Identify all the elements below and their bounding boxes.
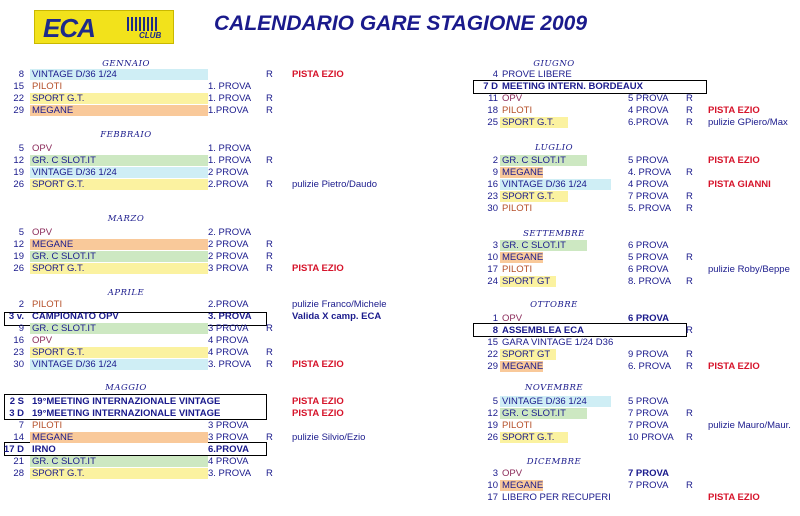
month-heading-dicembre: DICEMBRE bbox=[526, 457, 582, 467]
cell-r-mark: R bbox=[686, 325, 693, 336]
cell-round: 2 PROVA bbox=[208, 239, 249, 250]
cell-date: 17 bbox=[487, 492, 498, 503]
cell-note: PISTA EZIO bbox=[292, 359, 344, 370]
cell-race: MEGANE bbox=[502, 167, 544, 178]
cell-r-mark: R bbox=[266, 468, 273, 479]
cell-date: 4 bbox=[492, 69, 498, 80]
cell-date: 28 bbox=[13, 468, 24, 479]
cell-date: 19 bbox=[487, 420, 498, 431]
cell-race: MEGANE bbox=[502, 252, 544, 263]
cell-date: 12 bbox=[13, 155, 24, 166]
month-heading-gennaio: GENNAIO bbox=[102, 59, 150, 69]
cell-round: 2 PROVA bbox=[208, 251, 249, 262]
cell-race: GR. C SLOT.IT bbox=[500, 240, 587, 251]
cell-note: PISTA EZIO bbox=[708, 105, 760, 116]
cell-date: 7 D bbox=[483, 81, 498, 92]
month-heading-ottobre: OTTOBRE bbox=[530, 300, 578, 310]
cell-race: OPV bbox=[502, 313, 523, 324]
cell-race: OPV bbox=[32, 143, 53, 154]
cell-race: SPORT GT bbox=[500, 349, 556, 360]
cell-round: 5 PROVA bbox=[628, 396, 669, 407]
cell-race: OPV bbox=[32, 335, 53, 346]
cell-r-mark: R bbox=[266, 155, 273, 166]
cell-round: 2 PROVA bbox=[208, 167, 249, 178]
cell-round: 3 PROVA bbox=[208, 420, 249, 431]
cell-note: PISTA EZIO bbox=[708, 361, 760, 372]
cell-note: pulizie GPiero/Max bbox=[708, 117, 788, 128]
logo-subtext: CLUB bbox=[139, 31, 162, 40]
cell-race: MEGANE bbox=[502, 361, 544, 372]
cell-round: 3. PROVA bbox=[208, 311, 252, 322]
cell-race: SPORT G.T. bbox=[500, 191, 568, 202]
cell-date: 10 bbox=[487, 252, 498, 263]
cell-note: PISTA EZIO bbox=[708, 492, 760, 503]
cell-race: PILOTI bbox=[32, 299, 63, 310]
cell-note: PISTA EZIO bbox=[292, 408, 344, 419]
cell-date: 12 bbox=[13, 239, 24, 250]
cell-date: 22 bbox=[13, 93, 24, 104]
cell-round: 7 PROVA bbox=[628, 480, 669, 491]
cell-race: MEGANE bbox=[30, 105, 208, 116]
cell-date: 8 bbox=[492, 325, 498, 336]
month-heading-settembre: SETTEMBRE bbox=[523, 229, 585, 239]
cell-race: SPORT GT bbox=[500, 276, 556, 287]
cell-r-mark: R bbox=[686, 276, 693, 287]
cell-race: PILOTI bbox=[502, 264, 533, 275]
cell-round: 8. PROVA bbox=[628, 276, 672, 287]
cell-race: VINTAGE D/36 1/24 bbox=[30, 359, 208, 370]
cell-race: SPORT G.T. bbox=[30, 263, 208, 274]
cell-race: GR. C SLOT.IT bbox=[30, 155, 208, 166]
cell-race: MEETING INTERN. BORDEAUX bbox=[502, 81, 643, 92]
cell-round: 5 PROVA bbox=[628, 93, 669, 104]
cell-date: 3 v. bbox=[8, 311, 24, 322]
cell-round: 6.PROVA bbox=[208, 444, 250, 455]
cell-date: 25 bbox=[487, 117, 498, 128]
cell-date: 23 bbox=[487, 191, 498, 202]
cell-r-mark: R bbox=[686, 93, 693, 104]
cell-r-mark: R bbox=[686, 105, 693, 116]
cell-round: 3 PROVA bbox=[208, 432, 249, 443]
cell-r-mark: R bbox=[686, 408, 693, 419]
cell-r-mark: R bbox=[266, 105, 273, 116]
cell-date: 19 bbox=[13, 167, 24, 178]
cell-date: 7 bbox=[18, 420, 24, 431]
cell-round: 6.PROVA bbox=[628, 117, 669, 128]
cell-round: 4 PROVA bbox=[208, 347, 249, 358]
cell-date: 9 bbox=[18, 323, 24, 334]
cell-date: 3 D bbox=[9, 408, 24, 419]
cell-date: 15 bbox=[487, 337, 498, 348]
cell-date: 16 bbox=[13, 335, 24, 346]
cell-round: 1. PROVA bbox=[208, 143, 252, 154]
cell-race: GR. C SLOT.IT bbox=[30, 251, 208, 262]
cell-race: ASSEMBLEA ECA bbox=[502, 325, 584, 336]
cell-race: PILOTI bbox=[32, 81, 63, 92]
cell-r-mark: R bbox=[686, 203, 693, 214]
cell-round: 4 PROVA bbox=[628, 105, 669, 116]
cell-race: SPORT G.T. bbox=[30, 179, 208, 190]
month-heading-luglio: LUGLIO bbox=[534, 143, 574, 153]
cell-race: PILOTI bbox=[32, 420, 63, 431]
cell-r-mark: R bbox=[266, 93, 273, 104]
cell-date: 19 bbox=[13, 251, 24, 262]
cell-round: 9 PROVA bbox=[628, 349, 669, 360]
cell-race: GARA VINTAGE 1/24 D36 bbox=[502, 337, 614, 348]
cell-race: SPORT G.T. bbox=[30, 468, 208, 479]
cell-r-mark: R bbox=[266, 323, 273, 334]
cell-race: 19°MEETING INTERNAZIONALE VINTAGE bbox=[32, 408, 221, 419]
logo-text: ECA bbox=[43, 13, 95, 43]
cell-date: 3 bbox=[492, 240, 498, 251]
cell-date: 18 bbox=[487, 105, 498, 116]
cell-race: MEGANE bbox=[502, 480, 544, 491]
cell-date: 22 bbox=[487, 349, 498, 360]
cell-race: VINTAGE D/36 1/24 bbox=[500, 179, 611, 190]
cell-race: GR. C SLOT.IT bbox=[500, 408, 587, 419]
eca-club-logo bbox=[34, 10, 174, 44]
cell-r-mark: R bbox=[686, 480, 693, 491]
cell-round: 7 PROVA bbox=[628, 408, 669, 419]
cell-round: 6 PROVA bbox=[628, 240, 669, 251]
cell-date: 15 bbox=[13, 81, 24, 92]
cell-note: PISTA GIANNI bbox=[708, 179, 771, 190]
cell-date: 8 bbox=[18, 69, 24, 80]
cell-race: VINTAGE D/36 1/24 bbox=[500, 396, 611, 407]
cell-date: 5 bbox=[18, 227, 24, 238]
cell-race: IRNO bbox=[32, 444, 56, 455]
cell-round: 3. PROVA bbox=[208, 468, 252, 479]
cell-r-mark: R bbox=[686, 167, 693, 178]
month-heading-novembre: NOVEMBRE bbox=[524, 383, 584, 393]
cell-note: PISTA EZIO bbox=[292, 396, 344, 407]
logo-stripes bbox=[127, 17, 157, 31]
cell-round: 4 PROVA bbox=[628, 179, 669, 190]
cell-r-mark: R bbox=[266, 347, 273, 358]
cell-race: PROVE LIBERE bbox=[502, 69, 572, 80]
cell-round: 7 PROVA bbox=[628, 468, 670, 479]
cell-r-mark: R bbox=[686, 191, 693, 202]
cell-r-mark: R bbox=[686, 117, 693, 128]
cell-round: 5 PROVA bbox=[628, 252, 669, 263]
cell-round: 2.PROVA bbox=[208, 299, 249, 310]
cell-round: 4 PROVA bbox=[208, 456, 249, 467]
cell-round: 7 PROVA bbox=[628, 191, 669, 202]
cell-date: 29 bbox=[487, 361, 498, 372]
cell-date: 26 bbox=[13, 179, 24, 190]
cell-date: 17 bbox=[487, 264, 498, 275]
month-heading-giugno: GIUGNO bbox=[533, 59, 575, 69]
cell-round: 3. PROVA bbox=[208, 359, 252, 370]
cell-date: 1 bbox=[492, 313, 498, 324]
cell-date: 5 bbox=[18, 143, 24, 154]
cell-note: PISTA EZIO bbox=[292, 69, 344, 80]
cell-race: SPORT G.T. bbox=[500, 432, 568, 443]
cell-r-mark: R bbox=[266, 359, 273, 370]
cell-race: PILOTI bbox=[502, 203, 533, 214]
cell-date: 9 bbox=[492, 167, 498, 178]
page-title: CALENDARIO GARE STAGIONE 2009 bbox=[214, 12, 588, 35]
cell-race: MEGANE bbox=[30, 239, 208, 250]
month-heading-maggio: MAGGIO bbox=[105, 383, 147, 393]
cell-r-mark: R bbox=[686, 432, 693, 443]
cell-date: 5 bbox=[492, 396, 498, 407]
cell-r-mark: R bbox=[266, 179, 273, 190]
cell-race: PILOTI bbox=[502, 105, 533, 116]
cell-race: SPORT G.T. bbox=[30, 93, 208, 104]
cell-race: MEGANE bbox=[30, 432, 208, 443]
cell-date: 30 bbox=[13, 359, 24, 370]
cell-r-mark: R bbox=[686, 252, 693, 263]
cell-r-mark: R bbox=[266, 432, 273, 443]
cell-note: pulizie Silvio/Ezio bbox=[292, 432, 366, 443]
cell-r-mark: R bbox=[266, 263, 273, 274]
cell-race: VINTAGE D/36 1/24 bbox=[30, 167, 208, 178]
cell-race: OPV bbox=[32, 227, 53, 238]
cell-date: 21 bbox=[13, 456, 24, 467]
cell-date: 11 bbox=[488, 93, 498, 104]
cell-round: 5. PROVA bbox=[628, 203, 672, 214]
cell-race: PILOTI bbox=[502, 420, 533, 431]
cell-round: 6 PROVA bbox=[628, 313, 670, 324]
cell-race: SPORT G.T. bbox=[30, 347, 208, 358]
cell-round: 3 PROVA bbox=[208, 323, 249, 334]
cell-note: pulizie Roby/Beppe bbox=[708, 264, 790, 275]
cell-round: 2. PROVA bbox=[208, 227, 252, 238]
cell-note: Valida X camp. ECA bbox=[292, 311, 382, 322]
cell-note: PISTA EZIO bbox=[292, 263, 344, 274]
cell-date: 14 bbox=[13, 432, 24, 443]
cell-round: 5 PROVA bbox=[628, 155, 669, 166]
cell-round: 1. PROVA bbox=[208, 93, 252, 104]
cell-date: 3 bbox=[492, 468, 498, 479]
cell-race: SPORT G.T. bbox=[500, 117, 568, 128]
cell-race: VINTAGE D/36 1/24 bbox=[30, 69, 208, 80]
cell-date: 10 bbox=[487, 480, 498, 491]
cell-round: 1.PROVA bbox=[208, 105, 249, 116]
cell-date: 23 bbox=[13, 347, 24, 358]
cell-round: 3 PROVA bbox=[208, 263, 249, 274]
cell-date: 2 bbox=[18, 299, 24, 310]
cell-note: pulizie Franco/Michele bbox=[292, 299, 387, 310]
cell-round: 6. PROVA bbox=[628, 361, 672, 372]
cell-race: CAMPIONATO OPV bbox=[32, 311, 119, 322]
cell-date: 12 bbox=[487, 408, 498, 419]
cell-round: 7 PROVA bbox=[628, 420, 669, 431]
cell-race: OPV bbox=[502, 93, 523, 104]
cell-round: 4. PROVA bbox=[628, 167, 672, 178]
cell-round: 1. PROVA bbox=[208, 81, 252, 92]
cell-r-mark: R bbox=[266, 239, 273, 250]
cell-date: 26 bbox=[13, 263, 24, 274]
month-heading-febbraio: FEBBRAIO bbox=[100, 130, 152, 140]
cell-note: pulizie Mauro/Maur. bbox=[708, 420, 791, 431]
cell-note: PISTA EZIO bbox=[708, 155, 760, 166]
cell-race: GR. C SLOT.IT bbox=[30, 456, 208, 467]
month-heading-marzo: MARZO bbox=[107, 214, 145, 224]
cell-race: GR. C SLOT.IT bbox=[30, 323, 208, 334]
cell-round: 1. PROVA bbox=[208, 155, 252, 166]
cell-round: 10 PROVA bbox=[628, 432, 674, 443]
cell-note: pulizie Pietro/Daudo bbox=[292, 179, 378, 190]
month-heading-aprile: APRILE bbox=[107, 288, 145, 298]
cell-date: 24 bbox=[487, 276, 498, 287]
cell-race: OPV bbox=[502, 468, 523, 479]
cell-round: 4 PROVA bbox=[208, 335, 249, 346]
cell-date: 29 bbox=[13, 105, 24, 116]
cell-round: 2.PROVA bbox=[208, 179, 249, 190]
cell-date: 17 D bbox=[3, 444, 24, 455]
cell-round: 6 PROVA bbox=[628, 264, 669, 275]
cell-race: GR. C SLOT.IT bbox=[500, 155, 587, 166]
cell-r-mark: R bbox=[266, 69, 273, 80]
cell-date: 30 bbox=[487, 203, 498, 214]
cell-date: 2 S bbox=[9, 396, 24, 407]
cell-r-mark: R bbox=[266, 251, 273, 262]
cell-date: 16 bbox=[487, 179, 498, 190]
cell-date: 26 bbox=[487, 432, 498, 443]
cell-race: 19°MEETING INTERNAZIONALE VINTAGE bbox=[32, 396, 221, 407]
cell-race: LIBERO PER RECUPERI bbox=[502, 492, 611, 503]
cell-r-mark: R bbox=[686, 349, 693, 360]
cell-date: 2 bbox=[492, 155, 498, 166]
cell-r-mark: R bbox=[686, 361, 693, 372]
